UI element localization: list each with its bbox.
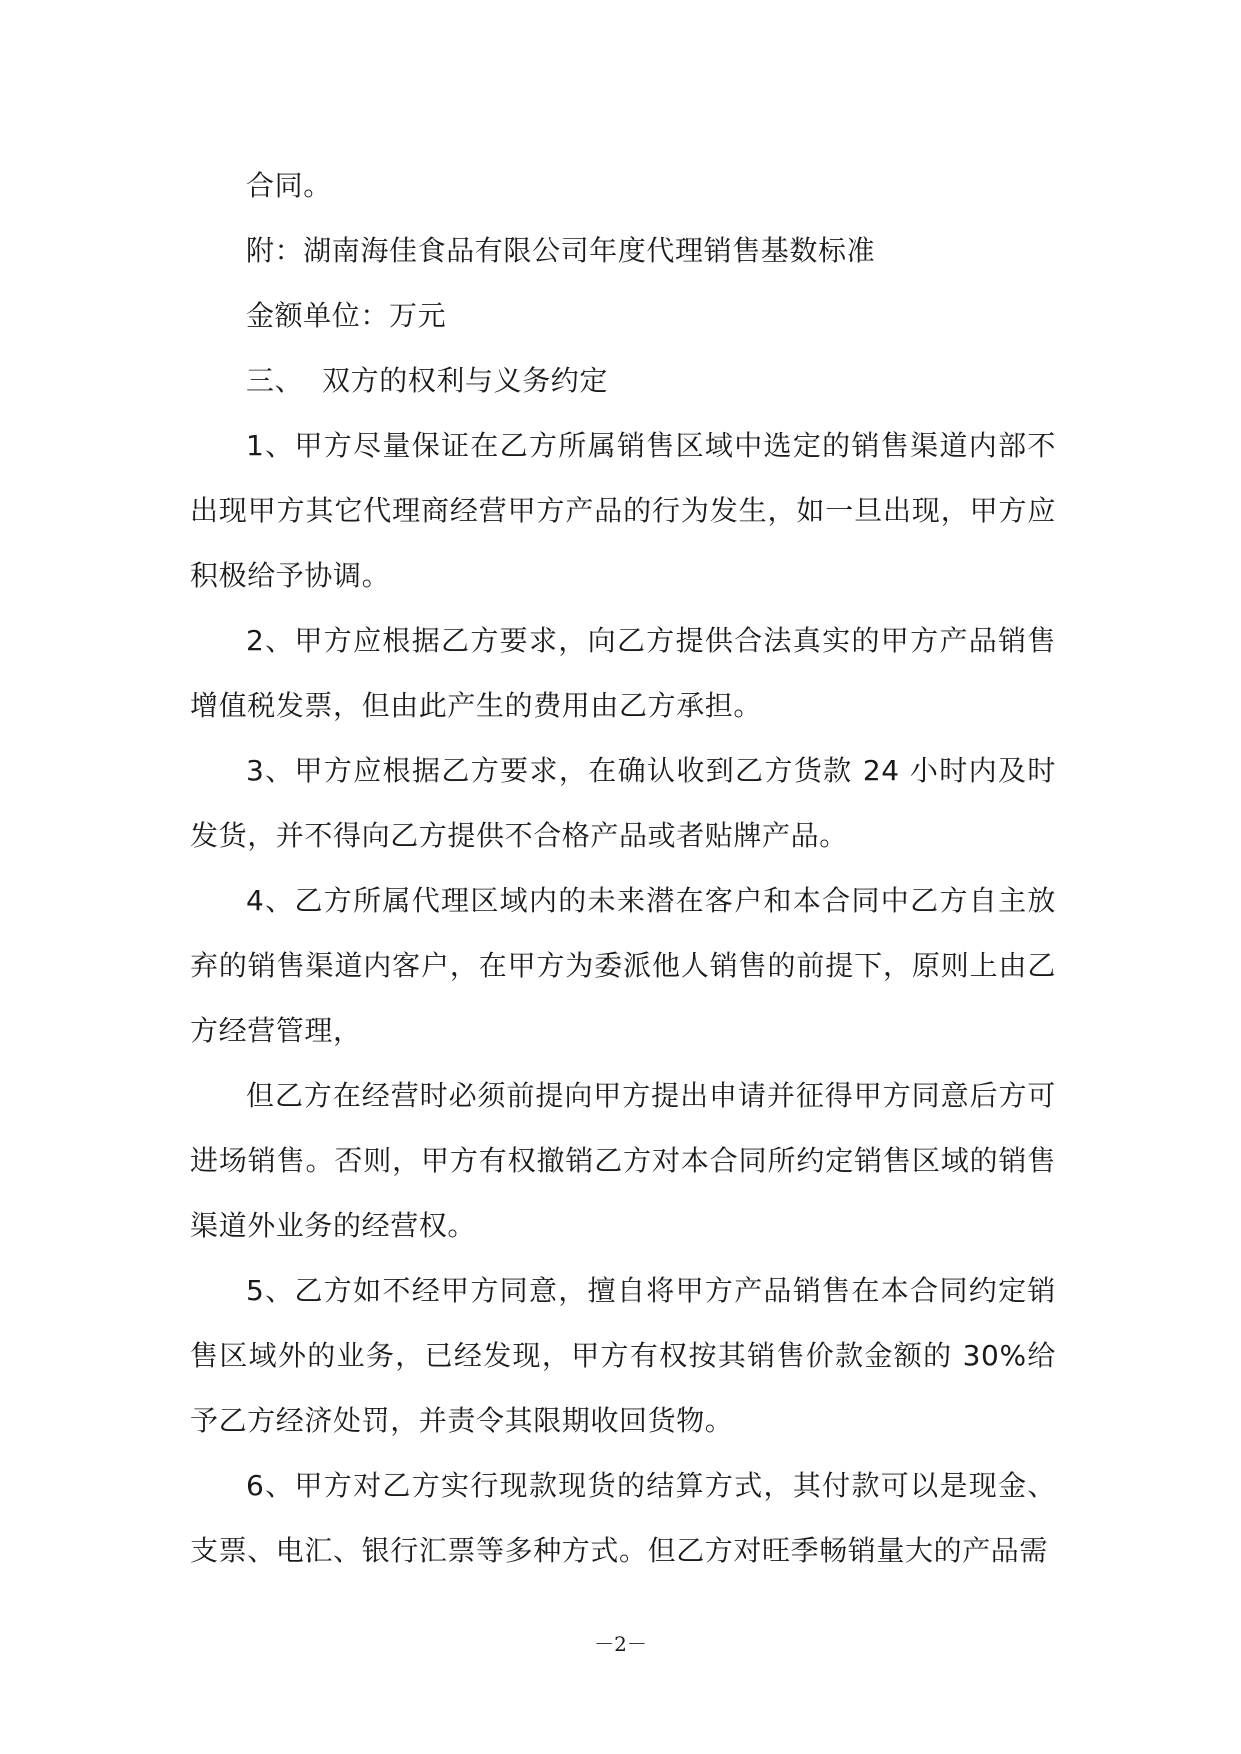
clause-3: 3、甲方应根据乙方要求，在确认收到乙方货款 24 小时内及时发货，并不得向乙方提供不合格产品或者贴牌产品。 — [190, 754, 1056, 852]
paragraph-contract-end: 合同。 — [246, 169, 332, 202]
clause-4: 4、乙方所属代理区域内的未来潜在客户和本合同中乙方自主放弃的销售渠道内客户，在甲方为委派他人销售的前提下，原则上由乙方经营管理， — [190, 884, 1056, 1047]
clause-6: 6、甲方对乙方实行现款现货的结算方式，其付款可以是现金、支票、电汇、银行汇票等多种方式。但乙方对旺季畅销量大的产品需 — [190, 1469, 1056, 1567]
section-title: 双方的权利与义务约定 — [322, 364, 609, 397]
clause-5: 5、乙方如不经甲方同意，擅自将甲方产品销售在本合同约定销售区域外的业务，已经发现，甲方有权按其销售价款金额的 30%给予乙方经济处罚，并责令其限期收回货物。 — [190, 1274, 1056, 1437]
paragraph-attachment: 附：湖南海佳食品有限公司年度代理销售基数标准 — [246, 234, 876, 267]
section-number: 三、 — [246, 364, 304, 397]
clause-1: 1、甲方尽量保证在乙方所属销售区域中选定的销售渠道内部不出现甲方其它代理商经营甲方产品的行为发生，如一旦出现，甲方应积极给予协调。 — [190, 429, 1056, 592]
paragraph-amount-unit: 金额单位：万元 — [246, 299, 447, 332]
clause-2: 2、甲方应根据乙方要求，向乙方提供合法真实的甲方产品销售增值税发票，但由此产生的费用由乙方承担。 — [190, 624, 1056, 722]
clause-4-continued: 但乙方在经营时必须前提向甲方提出申请并征得甲方同意后方可进场销售。否则，甲方有权撤销乙方对本合同所约定销售区域的销售渠道外业务的经营权。 — [190, 1079, 1056, 1242]
document-body — [190, 153, 1056, 1583]
page-number: －2－ — [594, 1632, 647, 1656]
section-heading — [190, 348, 1056, 413]
